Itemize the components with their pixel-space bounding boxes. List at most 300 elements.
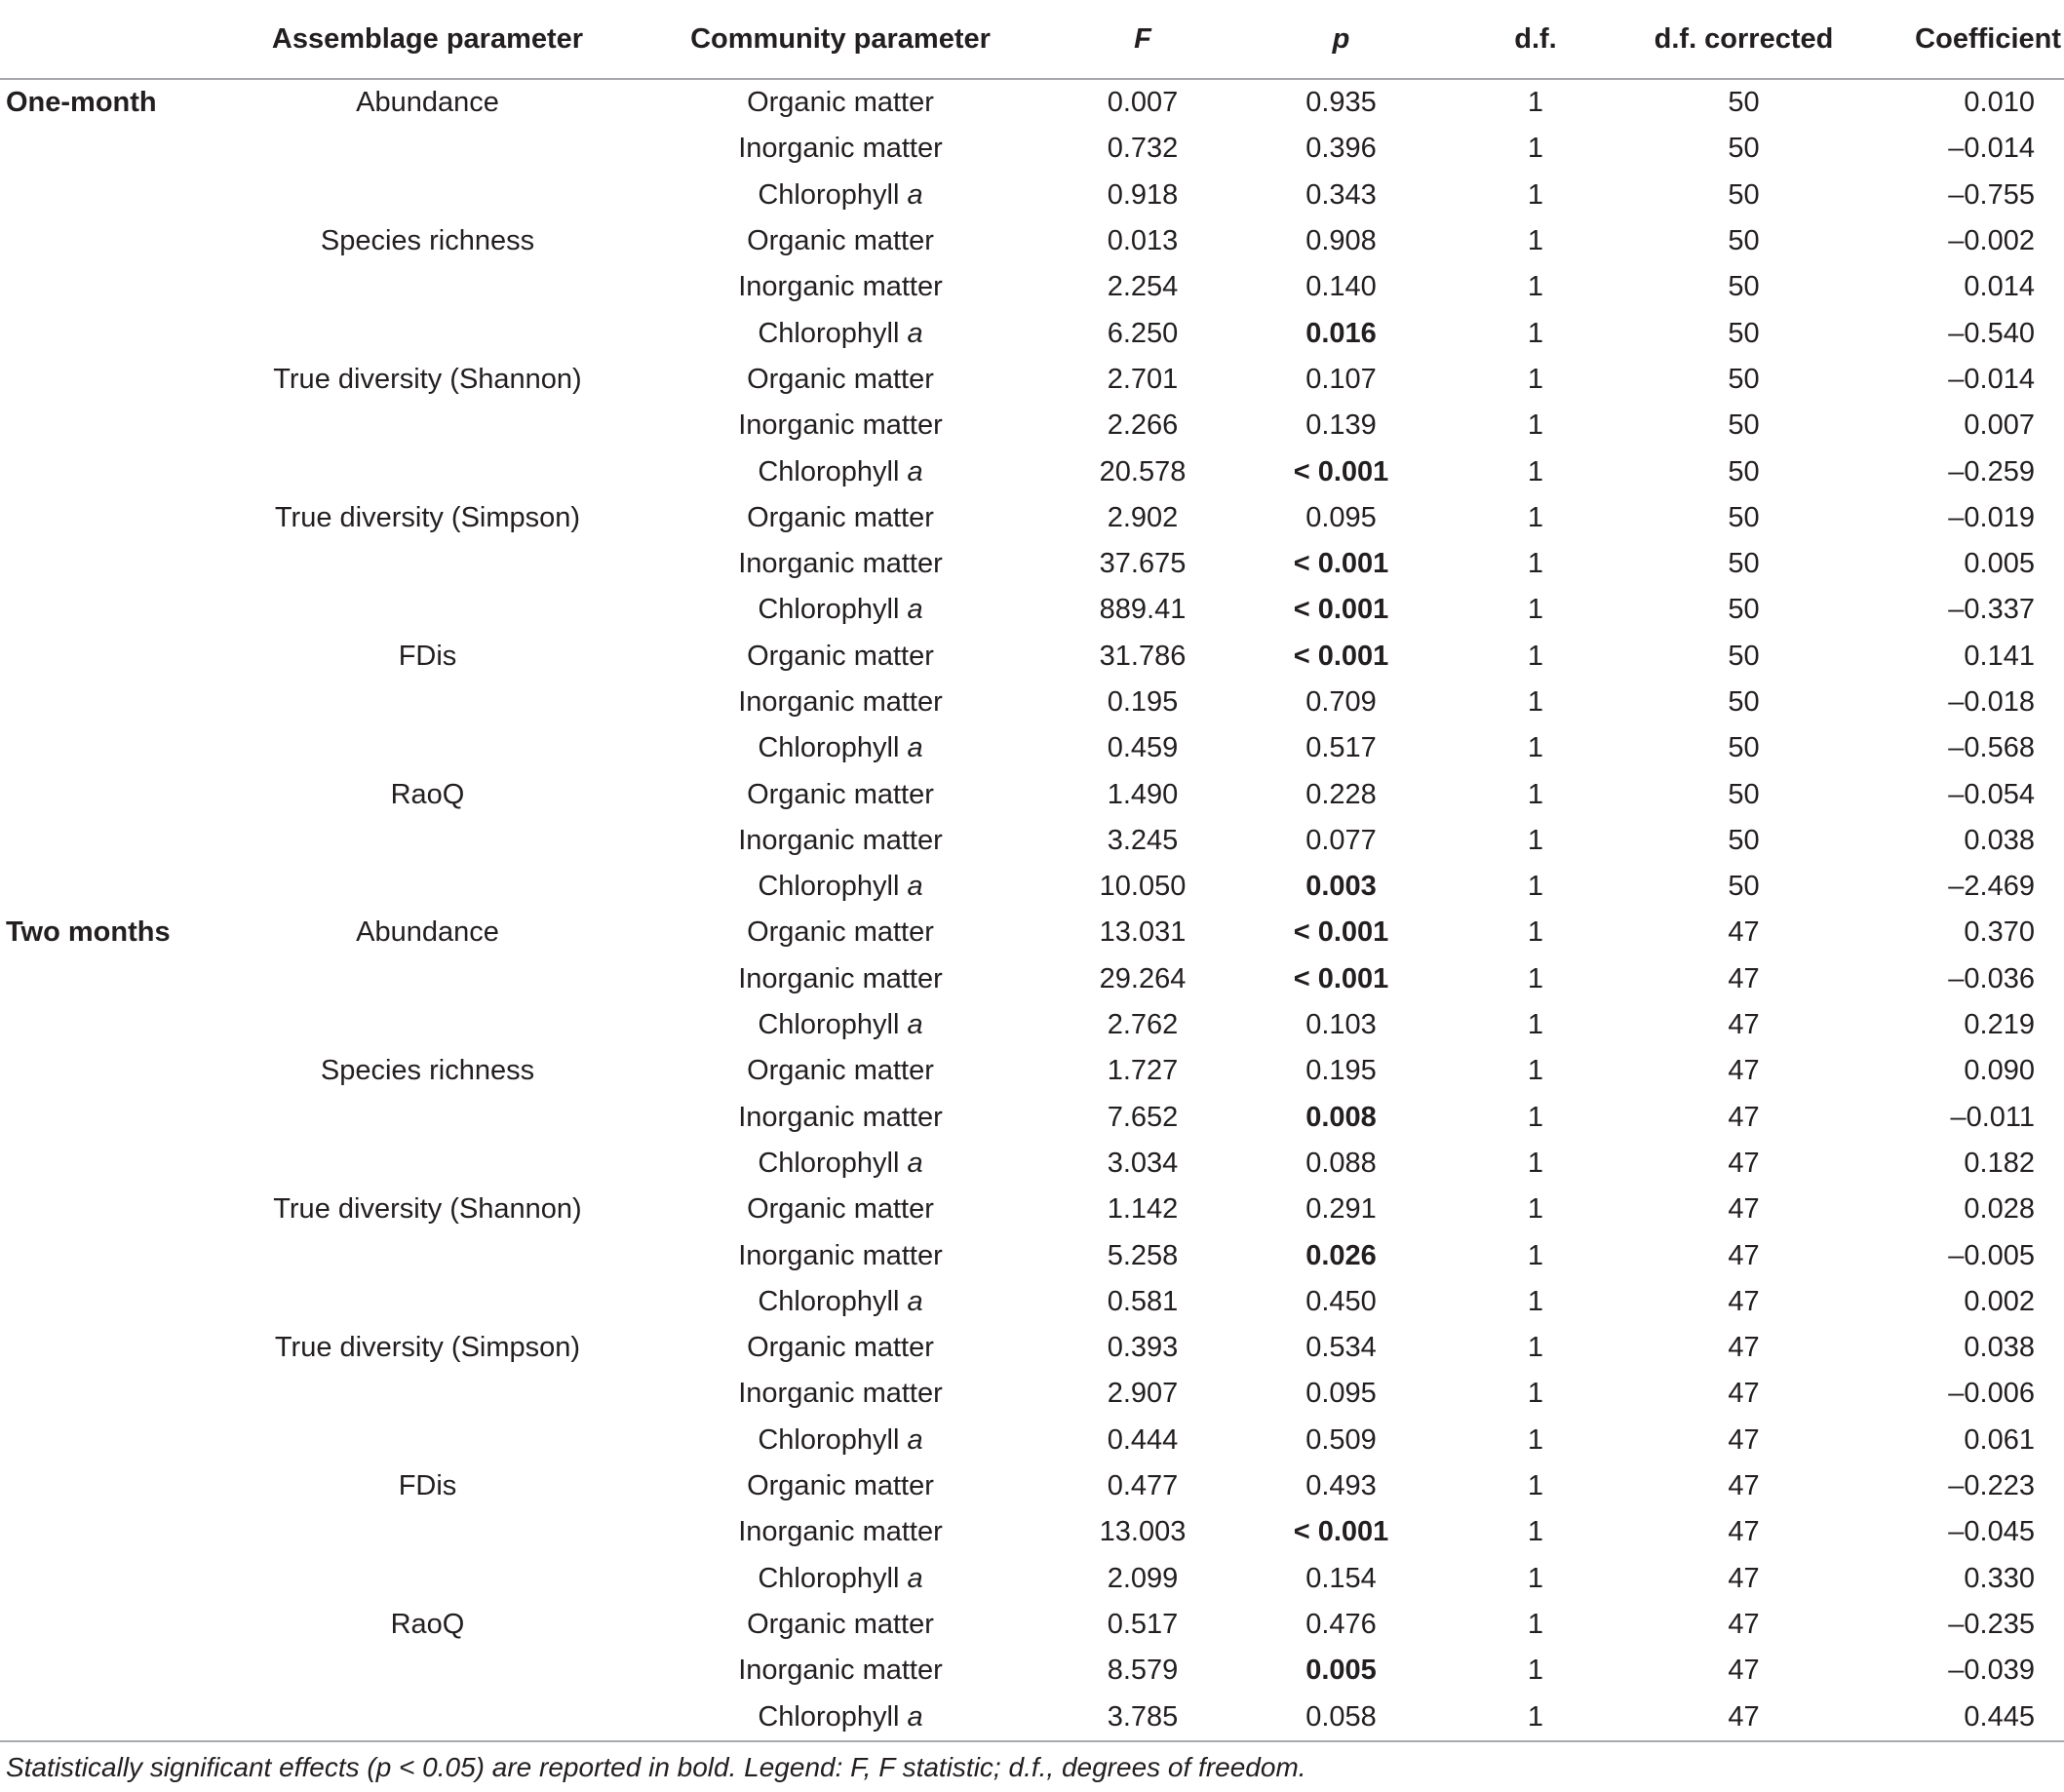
coefficient-cell: 0.445 bbox=[1849, 1694, 2064, 1740]
table-footnote: Statistically significant effects (p < 0.05) are reported in bold. Legend: F, F statistic; d.f., degrees of freedom. bbox=[6, 1752, 1306, 1782]
group-cell bbox=[0, 173, 210, 218]
df-corrected-cell: 50 bbox=[1728, 133, 1760, 165]
assemblage-parameter-cell: RaoQ bbox=[390, 778, 465, 810]
header-row bbox=[0, 0, 2064, 79]
p-value-cell: 0.088 bbox=[1305, 1147, 1377, 1179]
community-parameter-cell bbox=[645, 1418, 1035, 1463]
f-value-cell: 2.902 bbox=[1107, 501, 1179, 533]
header-cell-f: F bbox=[1035, 0, 1250, 79]
p-value-cell: < 0.001 bbox=[1293, 962, 1389, 994]
assemblage-parameter-cell: True diversity (Shannon) bbox=[273, 363, 582, 395]
df-corrected-cell: 47 bbox=[1728, 1147, 1760, 1179]
df-cell: 1 bbox=[1527, 1009, 1544, 1041]
community-parameter-text: Chlorophyll bbox=[758, 178, 908, 211]
header-cell-assemblage-parameter: Assemblage parameter bbox=[210, 0, 645, 79]
coefficient-cell: 0.028 bbox=[1964, 1193, 2035, 1226]
df-corrected-cell: 47 bbox=[1728, 1239, 1760, 1271]
assemblage-parameter-cell: FDis bbox=[398, 1470, 457, 1502]
community-parameter-cell: Organic matter bbox=[747, 225, 934, 257]
community-parameter-cell bbox=[645, 173, 1035, 218]
f-value-cell: 29.264 bbox=[1099, 962, 1187, 994]
coefficient-cell: 0.014 bbox=[1964, 271, 2035, 303]
table-row bbox=[0, 495, 2064, 541]
f-value-cell: 1.142 bbox=[1107, 1193, 1179, 1226]
community-parameter-cell: Organic matter bbox=[747, 1055, 934, 1087]
p-value-cell: 0.103 bbox=[1305, 1009, 1377, 1041]
p-value-cell: 0.005 bbox=[1305, 1655, 1377, 1687]
group-cell bbox=[0, 956, 210, 1002]
community-parameter-cell bbox=[645, 1279, 1035, 1325]
df-corrected-cell: 47 bbox=[1728, 1608, 1760, 1640]
f-value-cell: 0.393 bbox=[1107, 1332, 1179, 1364]
community-parameter-cell bbox=[645, 1141, 1035, 1187]
community-parameter-cell: Organic matter bbox=[747, 501, 934, 533]
f-value-cell: 0.459 bbox=[1107, 732, 1179, 764]
assemblage-parameter-cell bbox=[210, 1002, 645, 1048]
df-cell: 1 bbox=[1527, 1423, 1544, 1456]
df-cell: 1 bbox=[1527, 1378, 1544, 1410]
community-parameter-cell bbox=[645, 310, 1035, 356]
p-value-cell: 0.291 bbox=[1305, 1193, 1377, 1226]
df-corrected-cell: 50 bbox=[1728, 225, 1760, 257]
f-value-cell: 0.195 bbox=[1107, 686, 1179, 718]
community-parameter-italic-suffix: a bbox=[907, 1562, 923, 1594]
p-value-cell: 0.195 bbox=[1305, 1055, 1377, 1087]
p-value-cell: 0.396 bbox=[1305, 133, 1377, 165]
table-body bbox=[0, 79, 2064, 1741]
assemblage-parameter-cell bbox=[210, 1556, 645, 1602]
p-value-cell: 0.077 bbox=[1305, 824, 1377, 856]
assemblage-parameter-cell bbox=[210, 126, 645, 172]
header-cell-p: p bbox=[1250, 0, 1432, 79]
table-row bbox=[0, 310, 2064, 356]
df-cell: 1 bbox=[1432, 1694, 1639, 1740]
coefficient-cell: –0.011 bbox=[1950, 1101, 2035, 1133]
table-row bbox=[0, 956, 2064, 1002]
group-cell bbox=[0, 126, 210, 172]
f-value-cell: 3.245 bbox=[1107, 824, 1179, 856]
table-row bbox=[0, 1371, 2064, 1417]
df-corrected-cell: 47 bbox=[1728, 1562, 1760, 1594]
coefficient-cell: 0.182 bbox=[1964, 1147, 2035, 1179]
df-cell: 1 bbox=[1527, 178, 1544, 211]
community-parameter-cell bbox=[645, 587, 1035, 633]
f-value-cell: 6.250 bbox=[1107, 317, 1179, 349]
assemblage-parameter-cell bbox=[210, 680, 645, 725]
community-parameter-cell: Organic matter bbox=[747, 363, 934, 395]
community-parameter-italic-suffix: a bbox=[907, 594, 923, 626]
table-row bbox=[0, 1141, 2064, 1187]
f-value-cell: 0.013 bbox=[1107, 225, 1179, 257]
group-cell bbox=[0, 680, 210, 725]
df-corrected-cell: 47 bbox=[1728, 1470, 1760, 1502]
coefficient-cell: –0.014 bbox=[1948, 133, 2035, 165]
group-cell bbox=[0, 1141, 210, 1187]
df-corrected-cell: 47 bbox=[1728, 1193, 1760, 1226]
df-corrected-cell: 50 bbox=[1728, 732, 1760, 764]
df-corrected-cell: 50 bbox=[1728, 363, 1760, 395]
df-cell: 1 bbox=[1527, 548, 1544, 580]
p-value-cell: 0.026 bbox=[1305, 1239, 1377, 1271]
table-row bbox=[0, 264, 2064, 310]
community-parameter-cell: Organic matter bbox=[747, 1332, 934, 1364]
group-cell: Two months bbox=[6, 916, 171, 949]
f-value-cell: 1.490 bbox=[1107, 778, 1179, 810]
table-row bbox=[0, 1187, 2064, 1232]
df-corrected-cell: 50 bbox=[1728, 501, 1760, 533]
table-row bbox=[0, 587, 2064, 633]
coefficient-cell: –0.755 bbox=[1948, 178, 2035, 211]
df-corrected-cell: 47 bbox=[1728, 1101, 1760, 1133]
df-cell: 1 bbox=[1527, 1562, 1544, 1594]
p-value-cell: 0.517 bbox=[1305, 732, 1377, 764]
table-row bbox=[0, 818, 2064, 864]
table-row bbox=[0, 1694, 2064, 1740]
f-value-cell: 8.579 bbox=[1107, 1655, 1179, 1687]
coefficient-cell: 0.330 bbox=[1964, 1562, 2035, 1594]
df-cell: 1 bbox=[1527, 409, 1544, 442]
community-parameter-cell: Organic matter bbox=[747, 1470, 934, 1502]
p-value-cell: 0.493 bbox=[1305, 1470, 1377, 1502]
coefficient-cell: –0.005 bbox=[1948, 1239, 2035, 1271]
group-cell bbox=[0, 1095, 210, 1141]
community-parameter-cell: Inorganic matter bbox=[738, 962, 943, 994]
df-corrected-cell: 50 bbox=[1728, 640, 1760, 672]
df-cell: 1 bbox=[1527, 271, 1544, 303]
community-parameter-italic-suffix: a bbox=[907, 1285, 923, 1317]
f-value-cell: 13.003 bbox=[1099, 1516, 1187, 1548]
assemblage-parameter-cell bbox=[210, 1095, 645, 1141]
f-value-cell: 10.050 bbox=[1099, 871, 1187, 903]
table-row bbox=[0, 1048, 2064, 1094]
df-cell: 1 bbox=[1527, 916, 1544, 949]
assemblage-parameter-cell bbox=[210, 1371, 645, 1417]
group-cell bbox=[0, 1279, 210, 1325]
group-cell bbox=[0, 310, 210, 356]
f-value-cell: 2.907 bbox=[1107, 1378, 1179, 1410]
assemblage-parameter-cell: Species richness bbox=[320, 1055, 535, 1087]
header-cell-df: d.f. bbox=[1432, 0, 1639, 79]
p-value-cell: 0.343 bbox=[1305, 178, 1377, 211]
coefficient-cell: –0.235 bbox=[1948, 1608, 2035, 1640]
community-parameter-cell bbox=[645, 1002, 1035, 1048]
table-row bbox=[0, 634, 2064, 680]
community-parameter-italic-suffix: a bbox=[907, 317, 923, 349]
assemblage-parameter-cell bbox=[210, 541, 645, 587]
group-cell bbox=[0, 495, 210, 541]
assemblage-parameter-cell bbox=[210, 448, 645, 494]
assemblage-parameter-cell bbox=[210, 587, 645, 633]
df-cell: 1 bbox=[1527, 871, 1544, 903]
df-cell: 1 bbox=[1527, 455, 1544, 487]
f-value-cell: 0.444 bbox=[1107, 1423, 1179, 1456]
df-corrected-cell: 47 bbox=[1728, 1378, 1760, 1410]
assemblage-parameter-cell bbox=[210, 1694, 645, 1740]
community-parameter-cell bbox=[645, 1694, 1035, 1740]
community-parameter-italic-suffix: a bbox=[907, 455, 923, 487]
assemblage-parameter-cell bbox=[210, 1418, 645, 1463]
community-parameter-cell: Inorganic matter bbox=[738, 1239, 943, 1271]
community-parameter-text: Chlorophyll bbox=[758, 1009, 908, 1041]
table-row bbox=[0, 725, 2064, 771]
df-corrected-cell: 47 bbox=[1728, 1055, 1760, 1087]
group-cell bbox=[0, 1187, 210, 1232]
community-parameter-cell: Inorganic matter bbox=[738, 271, 943, 303]
df-cell: 1 bbox=[1527, 732, 1544, 764]
f-value-cell: 0.918 bbox=[1107, 178, 1179, 211]
assemblage-parameter-cell bbox=[210, 1279, 645, 1325]
assemblage-parameter-cell: Abundance bbox=[356, 916, 499, 949]
group-cell bbox=[0, 864, 210, 910]
p-value-cell: 0.139 bbox=[1305, 409, 1377, 442]
df-cell: 1 bbox=[1527, 824, 1544, 856]
assemblage-parameter-cell: FDis bbox=[398, 640, 457, 672]
coefficient-cell: 0.038 bbox=[1964, 1332, 2035, 1364]
table-row bbox=[0, 1648, 2064, 1694]
f-value-cell: 0.517 bbox=[1107, 1608, 1179, 1640]
f-value-cell: 2.701 bbox=[1107, 363, 1179, 395]
coefficient-cell: 0.002 bbox=[1964, 1285, 2035, 1317]
coefficient-cell: –0.006 bbox=[1948, 1378, 2035, 1410]
p-value-cell: 0.107 bbox=[1305, 363, 1377, 395]
df-corrected-cell: 47 bbox=[1728, 1423, 1760, 1456]
coefficient-cell: –0.540 bbox=[1948, 317, 2035, 349]
df-corrected-cell: 50 bbox=[1728, 178, 1760, 211]
table-row bbox=[0, 1602, 2064, 1648]
group-cell bbox=[0, 1509, 210, 1555]
assemblage-parameter-cell bbox=[210, 1648, 645, 1694]
f-value-cell: 889.41 bbox=[1099, 594, 1187, 626]
table-row bbox=[0, 357, 2064, 403]
community-parameter-text: Chlorophyll bbox=[758, 455, 908, 487]
table-header bbox=[0, 0, 2064, 79]
p-value-cell: < 0.001 bbox=[1293, 640, 1389, 672]
f-value-cell: 20.578 bbox=[1099, 455, 1187, 487]
df-corrected-cell: 47 bbox=[1728, 962, 1760, 994]
p-value-cell: < 0.001 bbox=[1293, 455, 1389, 487]
table-row bbox=[0, 79, 2064, 126]
assemblage-parameter-cell bbox=[210, 725, 645, 771]
assemblage-parameter-cell bbox=[210, 1509, 645, 1555]
df-cell: 1 bbox=[1527, 962, 1544, 994]
p-value-cell: 0.140 bbox=[1305, 271, 1377, 303]
assemblage-parameter-cell bbox=[210, 403, 645, 448]
table-row bbox=[0, 1418, 2064, 1463]
group-cell bbox=[0, 1418, 210, 1463]
table-row bbox=[0, 126, 2064, 172]
header-cell-coefficient: Coefficient bbox=[1849, 0, 2064, 79]
community-parameter-text: Chlorophyll bbox=[758, 732, 908, 764]
df-cell: 1 bbox=[1527, 778, 1544, 810]
df-corrected-cell: 47 bbox=[1728, 1009, 1760, 1041]
assemblage-parameter-cell bbox=[210, 864, 645, 910]
table-row bbox=[0, 1463, 2064, 1509]
df-corrected-cell: 47 bbox=[1728, 1655, 1760, 1687]
table-row bbox=[0, 771, 2064, 817]
p-value-cell: 0.476 bbox=[1305, 1608, 1377, 1640]
community-parameter-cell: Organic matter bbox=[747, 1193, 934, 1226]
table-row bbox=[0, 910, 2064, 955]
f-value-cell: 3.785 bbox=[1035, 1694, 1250, 1740]
assemblage-parameter-cell bbox=[210, 310, 645, 356]
community-parameter-cell: Inorganic matter bbox=[738, 548, 943, 580]
coefficient-cell: –0.014 bbox=[1948, 363, 2035, 395]
table-row bbox=[0, 541, 2064, 587]
df-corrected-cell: 50 bbox=[1728, 271, 1760, 303]
df-cell: 1 bbox=[1527, 501, 1544, 533]
group-cell: One-month bbox=[6, 87, 157, 119]
community-parameter-cell bbox=[645, 864, 1035, 910]
community-parameter-italic-suffix: a bbox=[907, 1700, 923, 1733]
coefficient-cell: –0.259 bbox=[1948, 455, 2035, 487]
df-corrected-cell: 50 bbox=[1728, 548, 1760, 580]
coefficient-cell: –0.036 bbox=[1948, 962, 2035, 994]
community-parameter-italic-suffix: a bbox=[907, 732, 923, 764]
community-parameter-text: Chlorophyll bbox=[758, 1285, 908, 1317]
df-corrected-cell: 50 bbox=[1728, 871, 1760, 903]
community-parameter-cell: Organic matter bbox=[747, 87, 934, 119]
f-value-cell: 7.652 bbox=[1107, 1101, 1179, 1133]
community-parameter-cell: Inorganic matter bbox=[738, 133, 943, 165]
assemblage-parameter-cell: RaoQ bbox=[390, 1608, 465, 1640]
table-row bbox=[0, 448, 2064, 494]
f-value-cell: 31.786 bbox=[1099, 640, 1187, 672]
df-corrected-cell: 47 bbox=[1728, 1332, 1760, 1364]
p-value-cell: 0.003 bbox=[1305, 871, 1377, 903]
table-row bbox=[0, 1556, 2064, 1602]
coefficient-cell: 0.141 bbox=[1964, 640, 2035, 672]
table-row bbox=[0, 1002, 2064, 1048]
coefficient-cell: –0.054 bbox=[1948, 778, 2035, 810]
assemblage-parameter-cell: True diversity (Simpson) bbox=[274, 1332, 581, 1364]
df-corrected-cell: 50 bbox=[1728, 455, 1760, 487]
community-parameter-text: Chlorophyll bbox=[758, 317, 908, 349]
community-parameter-cell: Inorganic matter bbox=[738, 409, 943, 442]
group-cell bbox=[0, 264, 210, 310]
group-cell bbox=[0, 403, 210, 448]
assemblage-parameter-cell: True diversity (Simpson) bbox=[274, 501, 581, 533]
assemblage-parameter-cell bbox=[210, 956, 645, 1002]
coefficient-cell: –0.337 bbox=[1948, 594, 2035, 626]
df-corrected-cell: 50 bbox=[1728, 778, 1760, 810]
df-cell: 1 bbox=[1527, 87, 1544, 119]
p-value-cell: < 0.001 bbox=[1293, 1516, 1389, 1548]
df-cell: 1 bbox=[1527, 363, 1544, 395]
group-cell bbox=[0, 541, 210, 587]
table-row bbox=[0, 1232, 2064, 1278]
f-value-cell: 0.581 bbox=[1107, 1285, 1179, 1317]
community-parameter-text: Chlorophyll bbox=[758, 1423, 908, 1456]
f-value-cell: 0.007 bbox=[1107, 87, 1179, 119]
df-cell: 1 bbox=[1527, 133, 1544, 165]
community-parameter-italic-suffix: a bbox=[907, 1423, 923, 1456]
assemblage-parameter-cell: True diversity (Shannon) bbox=[273, 1193, 582, 1226]
coefficient-cell: –0.018 bbox=[1948, 686, 2035, 718]
assemblage-parameter-cell: Species richness bbox=[320, 225, 535, 257]
df-cell: 1 bbox=[1527, 1147, 1544, 1179]
group-cell bbox=[0, 1602, 210, 1648]
p-value-cell: 0.509 bbox=[1305, 1423, 1377, 1456]
df-corrected-cell: 47 bbox=[1728, 916, 1760, 949]
group-cell bbox=[0, 357, 210, 403]
p-value-cell: 0.058 bbox=[1250, 1694, 1432, 1740]
community-parameter-italic-suffix: a bbox=[907, 1147, 923, 1179]
f-value-cell: 2.254 bbox=[1107, 271, 1179, 303]
p-value-cell: < 0.001 bbox=[1293, 916, 1389, 949]
f-value-cell: 2.099 bbox=[1107, 1562, 1179, 1594]
group-cell bbox=[0, 1232, 210, 1278]
p-value-cell: 0.154 bbox=[1305, 1562, 1377, 1594]
p-value-cell: 0.095 bbox=[1305, 1378, 1377, 1410]
f-value-cell: 0.732 bbox=[1107, 133, 1179, 165]
p-value-cell: 0.534 bbox=[1305, 1332, 1377, 1364]
df-cell: 1 bbox=[1527, 640, 1544, 672]
group-cell bbox=[0, 1648, 210, 1694]
group-cell bbox=[0, 1556, 210, 1602]
coefficient-cell: 0.005 bbox=[1964, 548, 2035, 580]
f-value-cell: 2.762 bbox=[1107, 1009, 1179, 1041]
header-cell-community-parameter: Community parameter bbox=[645, 0, 1035, 79]
df-cell: 1 bbox=[1527, 1608, 1544, 1640]
group-cell bbox=[0, 818, 210, 864]
df-corrected-cell: 47 bbox=[1639, 1694, 1849, 1740]
df-corrected-cell: 50 bbox=[1728, 87, 1760, 119]
p-value-cell: < 0.001 bbox=[1293, 548, 1389, 580]
community-parameter-cell: Organic matter bbox=[747, 640, 934, 672]
df-cell: 1 bbox=[1527, 225, 1544, 257]
coefficient-cell: –0.039 bbox=[1948, 1655, 2035, 1687]
p-value-cell: 0.450 bbox=[1305, 1285, 1377, 1317]
df-corrected-cell: 47 bbox=[1728, 1285, 1760, 1317]
df-corrected-cell: 50 bbox=[1728, 686, 1760, 718]
f-value-cell: 13.031 bbox=[1099, 916, 1187, 949]
df-cell: 1 bbox=[1527, 1655, 1544, 1687]
coefficient-cell: 0.038 bbox=[1964, 824, 2035, 856]
f-value-cell: 2.266 bbox=[1107, 409, 1179, 442]
table-row bbox=[0, 218, 2064, 264]
header-cell-df-corrected: d.f. corrected bbox=[1639, 0, 1849, 79]
community-parameter-cell: Organic matter bbox=[747, 1608, 934, 1640]
f-value-cell: 5.258 bbox=[1107, 1239, 1179, 1271]
coefficient-cell: 0.219 bbox=[1964, 1009, 2035, 1041]
coefficient-cell: –0.019 bbox=[1948, 501, 2035, 533]
df-cell: 1 bbox=[1527, 1101, 1544, 1133]
df-cell: 1 bbox=[1527, 1470, 1544, 1502]
group-cell bbox=[0, 634, 210, 680]
coefficient-cell: 0.007 bbox=[1964, 409, 2035, 442]
df-cell: 1 bbox=[1527, 1193, 1544, 1226]
assemblage-parameter-cell bbox=[210, 1232, 645, 1278]
df-cell: 1 bbox=[1527, 594, 1544, 626]
group-cell bbox=[0, 1694, 210, 1740]
p-value-cell: 0.228 bbox=[1305, 778, 1377, 810]
table-row bbox=[0, 1095, 2064, 1141]
df-corrected-cell: 50 bbox=[1728, 317, 1760, 349]
table-row bbox=[0, 1279, 2064, 1325]
community-parameter-text: Chlorophyll bbox=[758, 1700, 908, 1733]
group-cell bbox=[0, 1325, 210, 1371]
f-value-cell: 0.477 bbox=[1107, 1470, 1179, 1502]
community-parameter-text: Chlorophyll bbox=[758, 594, 908, 626]
assemblage-parameter-cell bbox=[210, 818, 645, 864]
community-parameter-text: Chlorophyll bbox=[758, 871, 908, 903]
table-row bbox=[0, 173, 2064, 218]
coefficient-cell: 0.370 bbox=[1964, 916, 2035, 949]
p-value-cell: 0.095 bbox=[1305, 501, 1377, 533]
coefficient-cell: –0.045 bbox=[1948, 1516, 2035, 1548]
community-parameter-cell: Inorganic matter bbox=[738, 1516, 943, 1548]
coefficient-cell: –0.568 bbox=[1948, 732, 2035, 764]
